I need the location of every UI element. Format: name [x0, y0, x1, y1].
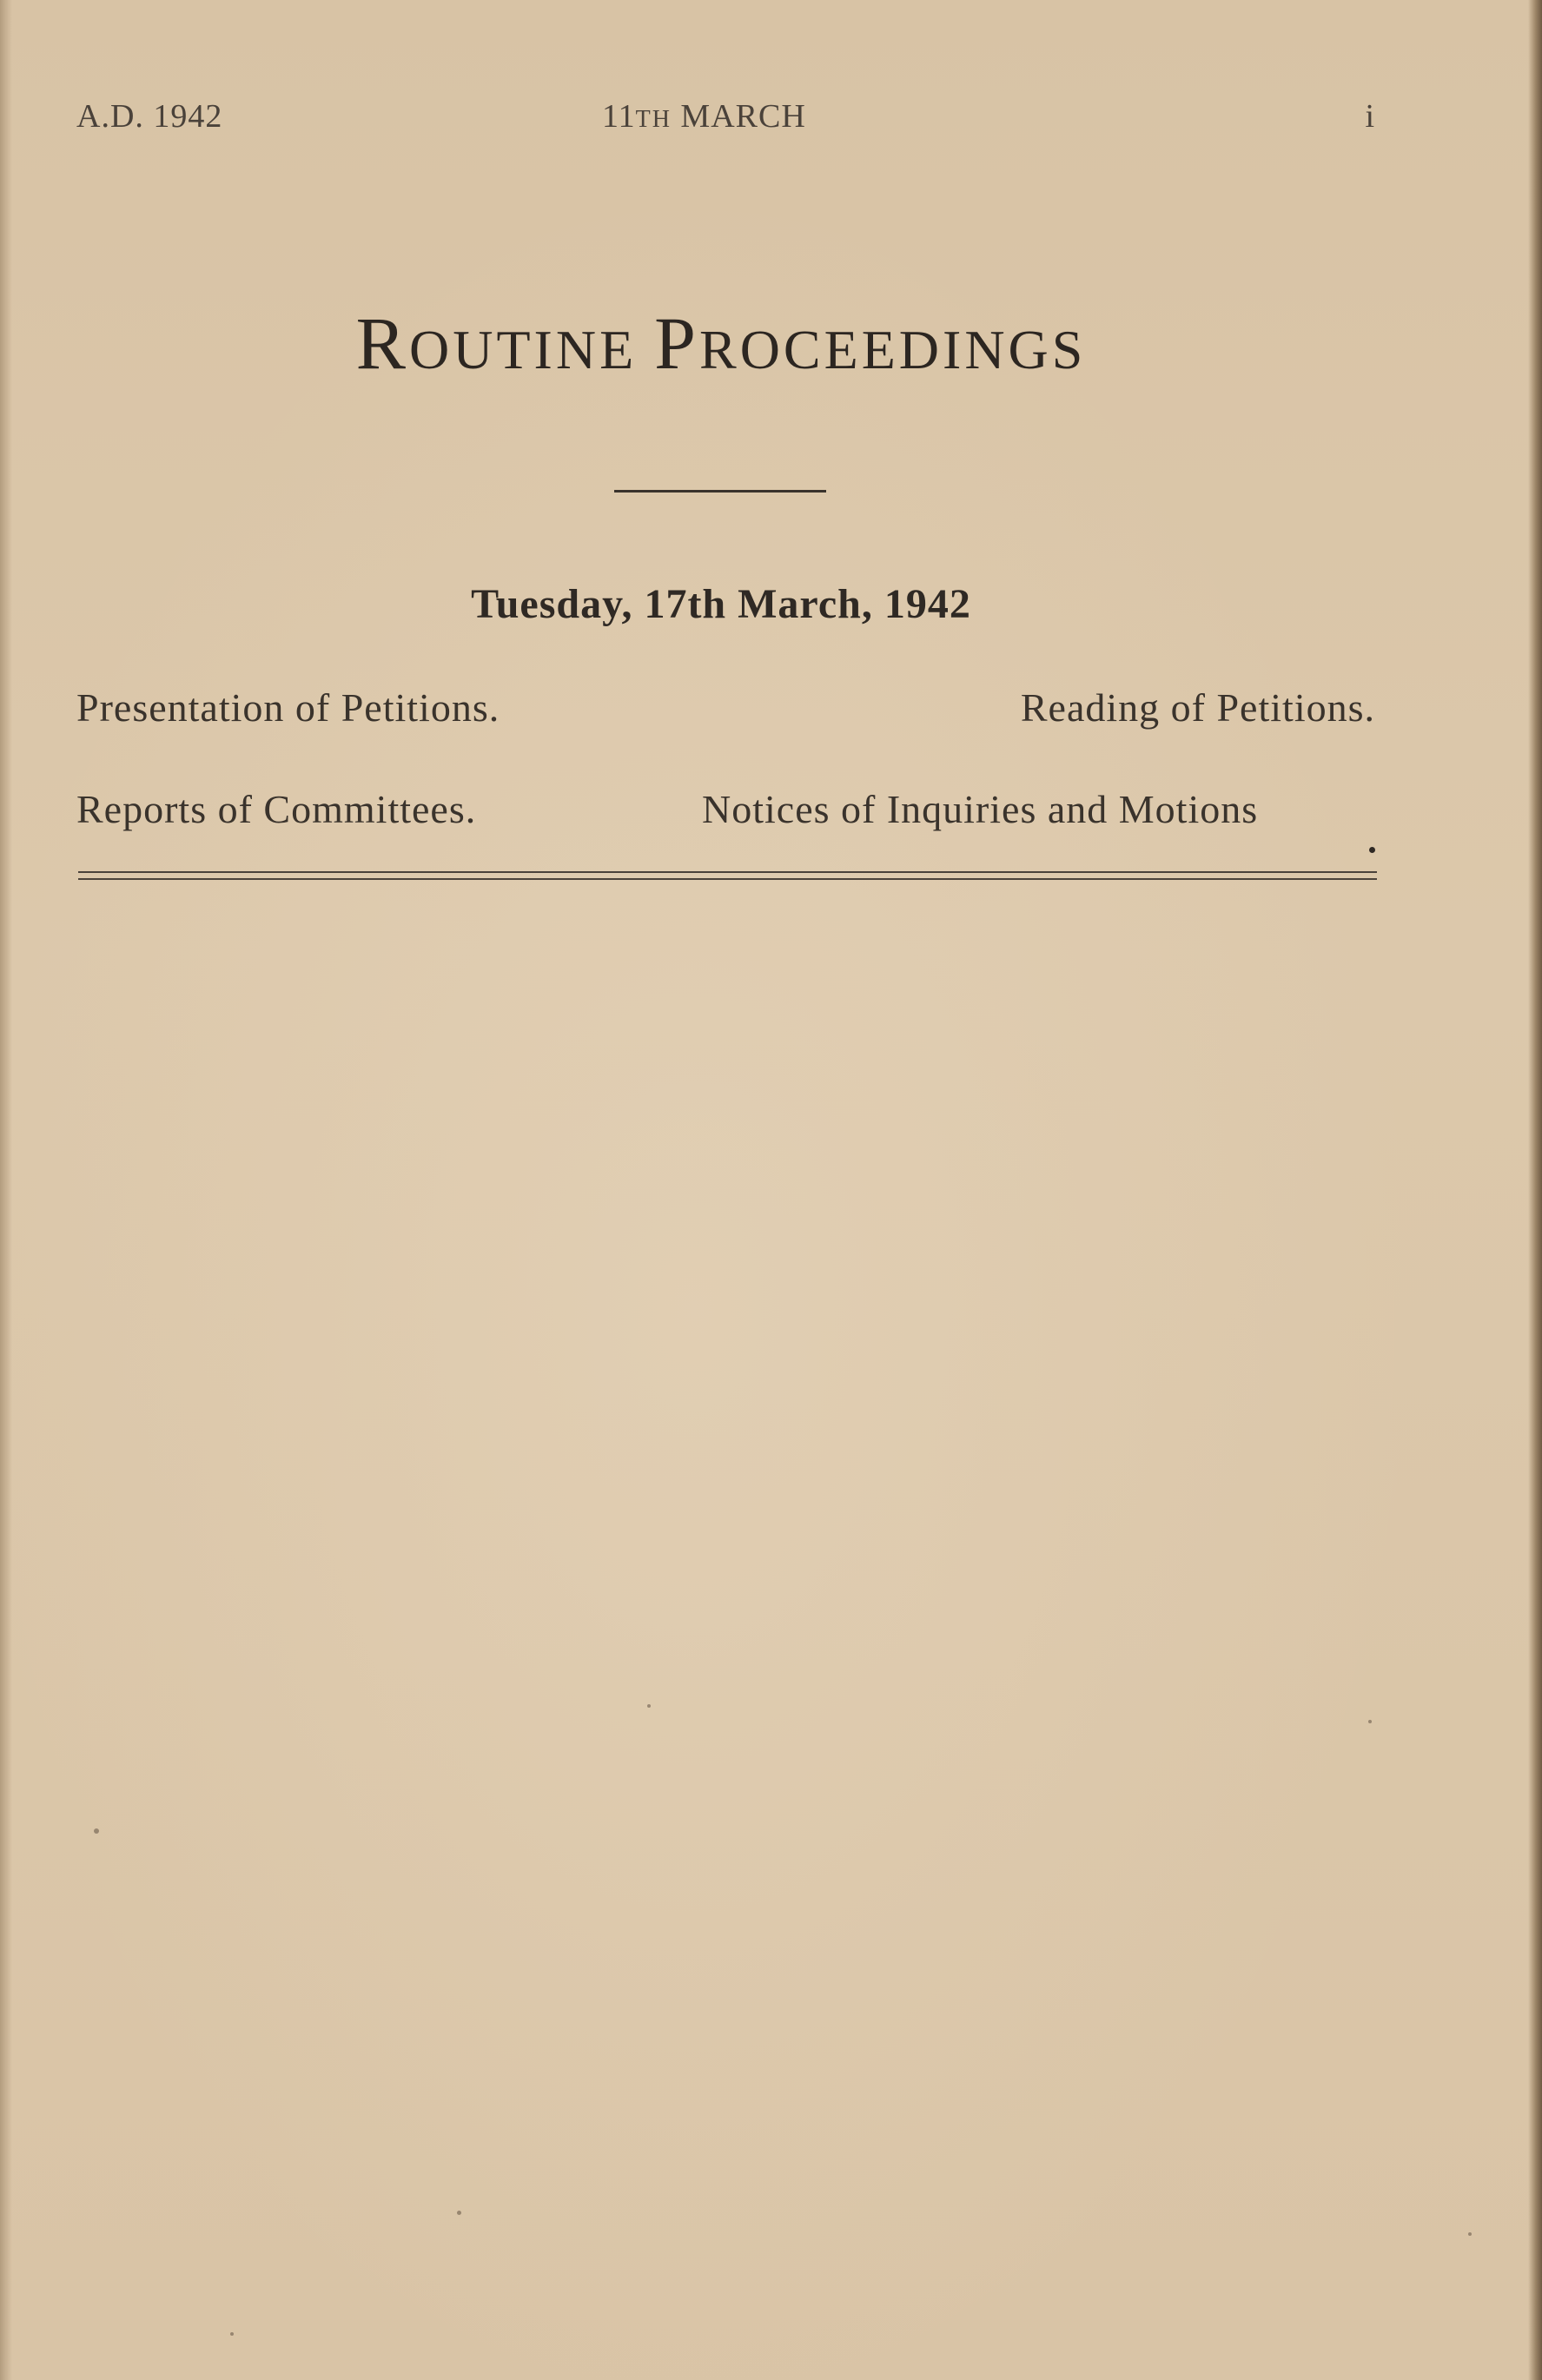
paper-speck: [230, 2332, 234, 2336]
running-head: [76, 97, 1375, 149]
running-head-year: A.D. 1942: [76, 98, 223, 135]
paper-speck: [1468, 2232, 1472, 2236]
paper-speck: [457, 2211, 461, 2215]
proceedings-row-2: [76, 786, 1375, 838]
ink-dot: [1369, 847, 1375, 853]
page-number: i: [1365, 98, 1375, 135]
item-notices-of-inquiries-and-motions: Notices of Inquiries and Motions: [702, 787, 1259, 831]
session-date: Tuesday, 17th March, 1942: [471, 581, 971, 627]
paper-speck: [1368, 1720, 1372, 1723]
item-reports-of-committees: Reports of Committees.: [76, 787, 477, 831]
page-title: ROUTINE PROCEEDINGS: [355, 301, 1087, 385]
paper-speck: [94, 1828, 99, 1834]
running-head-date: 11TH MARCH: [602, 98, 806, 135]
proceedings-row-1: [76, 684, 1375, 737]
page-right-edge: [1528, 0, 1542, 2380]
title-divider: [614, 490, 826, 493]
item-presentation-of-petitions: Presentation of Petitions.: [76, 685, 500, 730]
item-reading-of-petitions: Reading of Petitions.: [1020, 685, 1375, 730]
paper-speck: [647, 1704, 651, 1708]
section-double-rule: [78, 871, 1377, 880]
